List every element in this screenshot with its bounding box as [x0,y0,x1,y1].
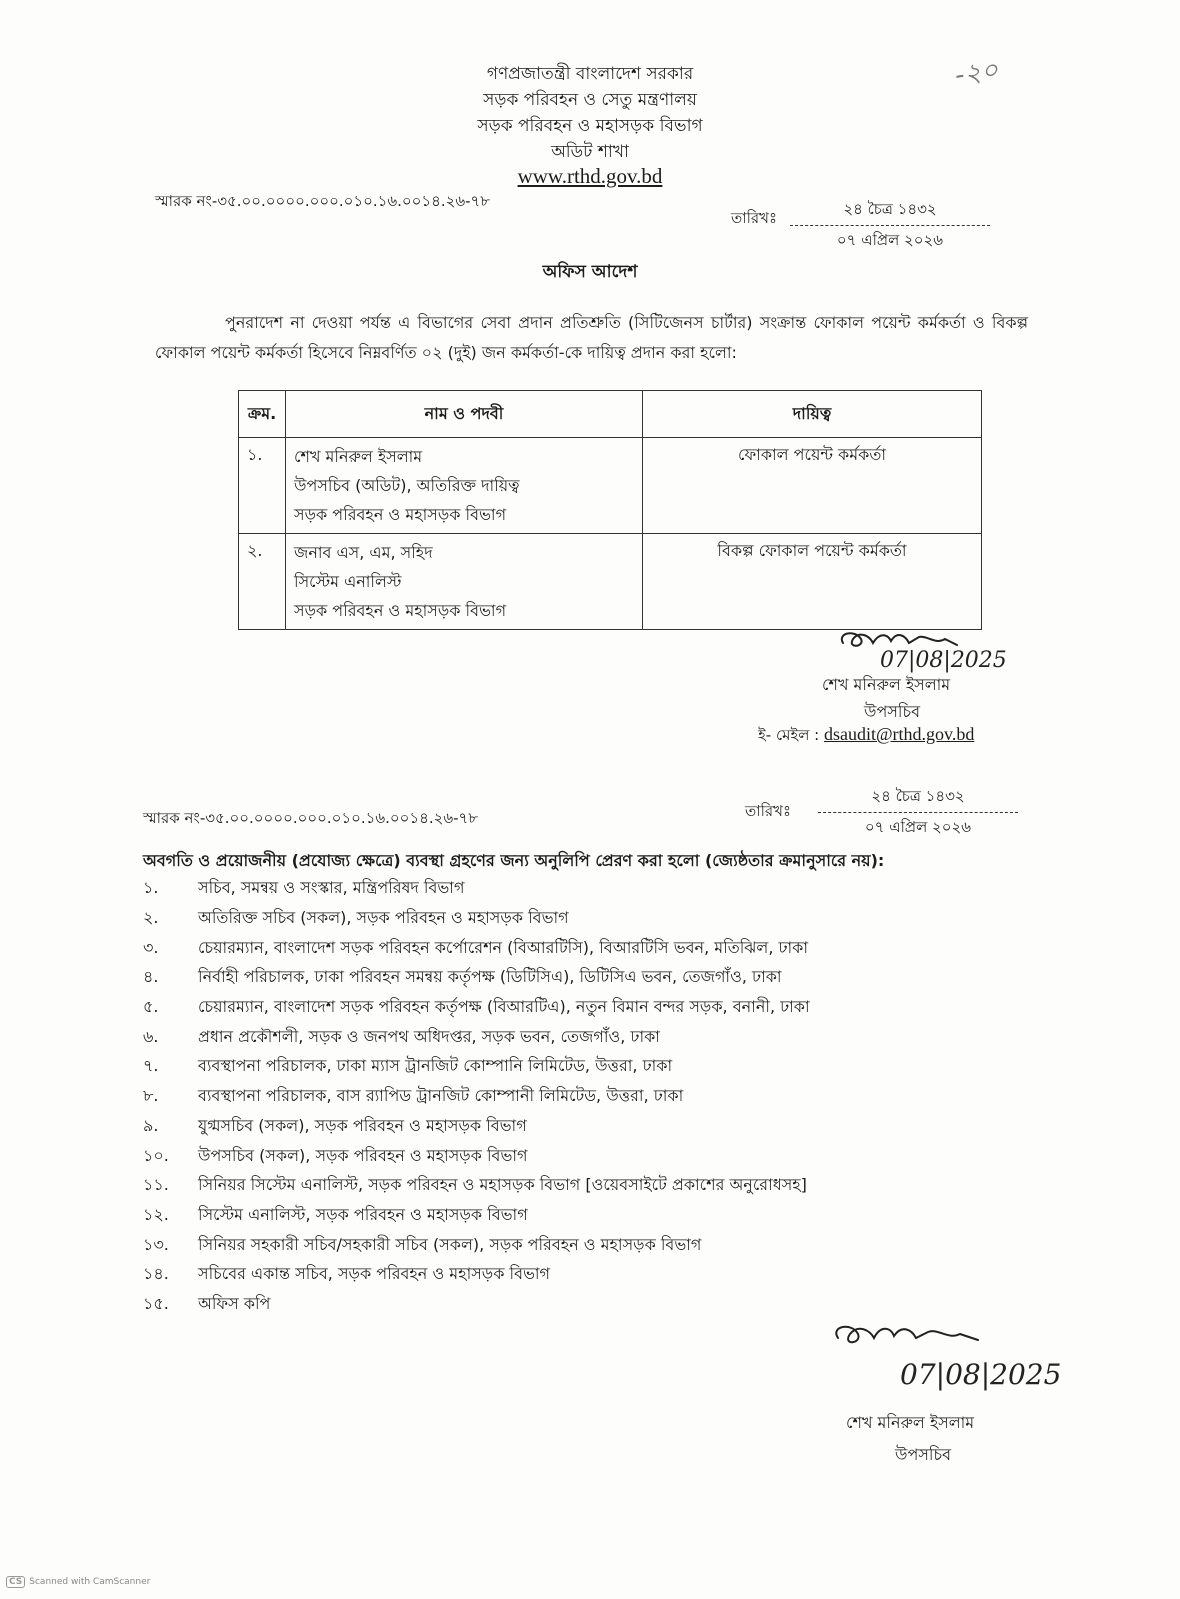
date-gregorian: ০৭ এপ্রিল ২০২৬ [836,231,944,249]
memo-number: স্মারক নং-৩৫.০০.০০০০.০০০.০১০.১৬.০০১৪.২৬-৭৮ [143,809,479,827]
handwritten-date: 07|08|2025 [880,648,1007,673]
item-number: ২. [143,908,159,928]
item-number: ১৩. [143,1234,169,1254]
item-number: ৪. [143,967,159,987]
date-label: তারিখঃ [745,802,791,820]
ministry-name: সড়ক পরিবহন ও সেতু মন্ত্রণালয় [483,90,697,110]
item-number: ১১. [143,1175,169,1195]
officer-division: সড়ক পরিবহন ও মহাসড়ক বিভাগ [294,601,507,620]
table-header-row [239,391,982,438]
item-number: ১. [143,878,159,898]
division-name: সড়ক পরিবহন ও মহাসড়ক বিভাগ [477,116,703,136]
officer-name: জনাব এস, এম, সহিদ [294,543,433,562]
list-item [143,1022,1023,1052]
item-text: অতিরিক্ত সচিব (সকল), সড়ক পরিবহন ও মহাসড়ক বিভাগ [198,908,569,928]
header-name-designation: নাম ও পদবী [286,391,643,438]
list-item [143,933,1023,963]
item-number: ৫. [143,997,159,1017]
date-bangla: ২৪ চৈত্র ১৪৩২ [790,198,990,226]
date-block [790,198,990,254]
item-number: ১৪. [143,1264,169,1284]
email-line [758,724,974,749]
date-label: তারিখঃ [731,209,777,227]
item-number: ৭. [143,1056,159,1076]
item-text: প্রধান প্রকৌশলী, সড়ক ও জনপথ অধিদপ্তর, সড়ক ভবন, তেজগাঁও, ঢাকা [198,1026,660,1046]
item-number: ৯. [143,1115,159,1135]
item-text: নির্বাহী পরিচালক, ঢাকা পরিবহন সমন্বয় কর্তৃপক্ষ (ডিটিসিএ), ডিটিসিএ ভবন, তেজগাঁও, ঢাকা [198,967,782,987]
row-responsibility: ফোকাল পয়েন্ট কর্মকর্তা [643,438,982,534]
officer-division: সড়ক পরিবহন ও মহাসড়ক বিভাগ [294,505,507,524]
list-item [143,1052,1023,1082]
item-text: সিস্টেম এনালিস্ট, সড়ক পরিবহন ও মহাসড়ক বিভাগ [198,1204,528,1224]
scanner-text: Scanned with CamScanner [29,1577,151,1587]
assignment-table [238,390,982,630]
table-row [239,534,982,630]
item-text: সচিবের একান্ত সচিব, সড়ক পরিবহন ও মহাসড়ক বিভাগ [198,1264,551,1284]
list-item [143,1141,1023,1171]
list-item [143,1290,1023,1320]
email-label: ই- মেইল : [758,726,820,744]
signatory-designation: উপসচিব [895,1445,952,1464]
list-item [143,1171,1023,1201]
item-text: চেয়ারম্যান, বাংলাদেশ সড়ক পরিবহন কর্পোরেশন (বিআরটিসি), বিআরটিসি ভবন, মতিঝিল, ঢাকা [198,937,809,957]
govt-name: গণপ্রজাতন্ত্রী বাংলাদেশ সরকার [486,64,694,84]
handwritten-date: 07|08|2025 [900,1358,1062,1391]
item-number: ১০. [143,1145,169,1165]
scanner-watermark [6,1576,150,1588]
item-number: ১৫. [143,1293,169,1313]
email-link[interactable]: dsaudit@rthd.gov.bd [823,724,975,744]
header-responsibility: দায়িত্ব [643,391,982,438]
list-item [143,1230,1023,1260]
table-row [239,438,982,534]
page-number-mark: -২০ [952,55,1000,91]
header-serial: ক্রম. [239,391,286,438]
distribution-intro: অবগতি ও প্রয়োজনীয় (প্রযোজ্য ক্ষেত্রে) ব্যবস্থা গ্রহণের জন্য অনুলিপি প্রেরণ করা হলো (জ্যেষ্ঠতার ক্রমানুসারে নয়): [143,851,885,870]
date-gregorian: ০৭ এপ্রিল ২০২৬ [864,818,972,836]
officer-designation: সিস্টেম এনালিস্ট [294,572,402,591]
list-item [143,963,1023,993]
order-title: অফিস আদেশ [542,262,638,282]
item-text: অফিস কপি [198,1293,271,1313]
list-item [143,1201,1023,1231]
item-text: সিনিয়র সহকারী সচিব/সহকারী সচিব (সকল), সড়ক পরিবহন ও মহাসড়ক বিভাগ [198,1234,702,1254]
item-text: চেয়ারম্যান, বাংলাদেশ সড়ক পরিবহন কর্তৃপক্ষ (বিআরটিএ), নতুন বিমান বন্দর সড়ক, বনানী, ঢাকা [198,997,810,1017]
officer-name: শেখ মনিরুল ইসলাম [294,447,423,466]
date-block [818,785,1018,841]
list-item [143,874,1023,904]
order-body: পুনরাদেশ না দেওয়া পর্যন্ত এ বিভাগের সেবা প্রদান প্রতিশ্রুতি (সিটিজেনস চার্টার) সংক্রান্ত ফোকাল পয়েন্ট কর্মকর্তা ও বিকল্প ফোকাল পয়েন্ট কর্মকর্তা হিসেবে নিম্নবর্ণিত ০২ (দুই) জন কর্মকর্তা-কে দায়িত্ব প্রদান করা হলো: [155,313,1028,362]
list-item [143,904,1023,934]
signatory-name: শেখ মনিরুল ইসলাম [822,675,951,694]
list-item [143,1260,1023,1290]
item-text: উপসচিব (সকল), সড়ক পরিবহন ও মহাসড়ক বিভাগ [198,1145,528,1165]
list-item [143,1112,1023,1142]
row-name-designation [286,438,643,534]
signatory-designation: উপসচিব [864,702,921,721]
signature-scribble [828,1318,988,1352]
item-text: সিনিয়র সিস্টেম এনালিস্ট, সড়ক পরিবহন ও মহাসড়ক বিভাগ [ওয়েবসাইটে প্রকাশের অনুরোধসহ] [198,1175,807,1195]
item-number: ৬. [143,1026,159,1046]
row-name-designation [286,534,643,630]
list-item [143,993,1023,1023]
item-text: ব্যবস্থাপনা পরিচালক, ঢাকা ম্যাস ট্রানজিট কোম্পানি লিমিটেড, উত্তরা, ঢাকা [198,1056,673,1076]
item-text: সচিব, সমন্বয় ও সংস্কার, মন্ত্রিপরিষদ বিভাগ [198,878,465,898]
item-number: ৩. [143,937,159,957]
memo-number: স্মারক নং-৩৫.০০.০০০০.০০০.০১০.১৬.০০১৪.২৬-৭৮ [155,192,491,210]
signatory-name: শেখ মনিরুল ইসলাম [846,1413,975,1432]
distribution-list [143,874,1023,1319]
branch-name: অডিট শাখা [551,142,629,162]
officer-designation: উপসচিব (অডিট), অতিরিক্ত দায়িত্ব [294,476,520,495]
date-bangla: ২৪ চৈত্র ১৪৩২ [818,785,1018,813]
item-number: ৮. [143,1086,159,1106]
item-text: ব্যবস্থাপনা পরিচালক, বাস র‍্যাপিড ট্রানজিট কোম্পানী লিমিটেড, উত্তরা, ঢাকা [198,1086,684,1106]
row-serial: ২. [239,534,286,630]
list-item [143,1082,1023,1112]
website-link[interactable]: www.rthd.gov.bd [517,164,663,188]
row-responsibility: বিকল্প ফোকাল পয়েন্ট কর্মকর্তা [643,534,982,630]
item-number: ১২. [143,1204,169,1224]
scanner-logo-icon: CS [6,1576,25,1588]
row-serial: ১. [239,438,286,534]
item-text: যুগ্মসচিব (সকল), সড়ক পরিবহন ও মহাসড়ক বিভাগ [198,1115,527,1135]
